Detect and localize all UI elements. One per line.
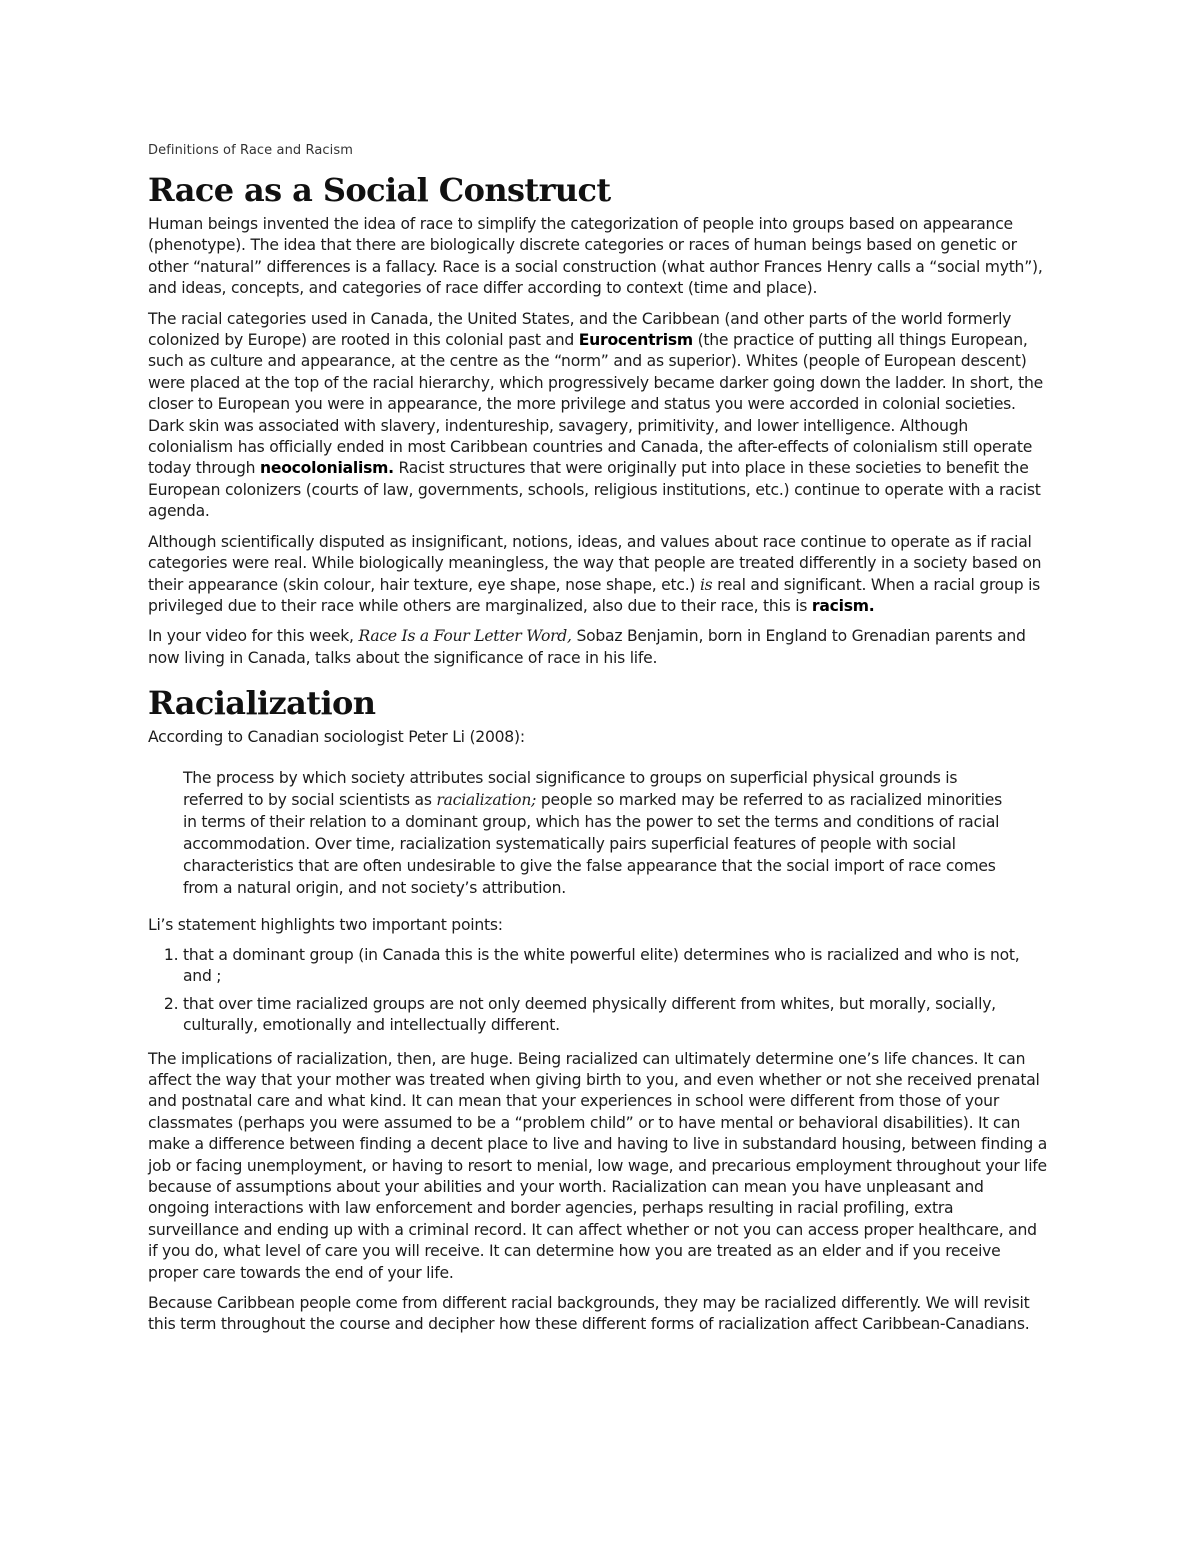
blockquote-li xyxy=(183,767,1008,899)
points-list xyxy=(148,945,1048,1037)
emphasis-is: is xyxy=(699,575,713,594)
section-heading-racialization: Racialization xyxy=(148,684,376,723)
emphasis-racialization: racialization; xyxy=(436,790,537,809)
paragraph-li-intro: According to Canadian sociologist Peter Li (2008): xyxy=(148,728,525,747)
paragraph-race-invented: Human beings invented the idea of race to simplify the categorization of people into groups based on appearance (phenotype). The idea that there are biologically discrete categories or races of human beings based on genetic or other “natural” differences is a fallacy. Race is a social construction (what author Frances Henry calls a “social myth”), and ideas, concepts, and categories of race differ according to context (time and place). xyxy=(148,215,1043,298)
paragraph-points-intro: Li’s statement highlights two important points: xyxy=(148,915,503,934)
text-run: In your video for this week, xyxy=(148,627,359,646)
running-head: Definitions of Race and Racism xyxy=(148,143,354,158)
term-racism: racism. xyxy=(811,596,875,615)
paragraph-closing: Because Caribbean people come from different racial backgrounds, they may be racialized differently. We will revisit this term throughout the course and decipher how these different forms of racialization affect Caribbean-Canadians. xyxy=(148,1294,1030,1334)
quote-text xyxy=(183,767,1008,899)
text-run: (the practice of putting all things European, such as culture and appearance, at the centre as the “norm” and as superior). Whites (people of European descent) were placed at the top of the racial hierarchy, which progressively became darker going down the ladder. In short, the closer to European you were in appearance, the more privilege and status you were accorded in colonial societies. Dark skin was associated with slavery, indentureship, savagery, primitivity, and lower intelligence. Although colonialism has officially ended in most Caribbean countries and Canada, the after-effects of colonialism still operate today through xyxy=(148,331,1043,478)
text-run: people so marked may be referred to as racialized minorities in terms of their relation to a dominant group, which has the power to set the terms and conditions of racial accommodation. Over time, racialization systematically pairs superficial features of people with social characteristics that are often undesirable to give the false appearance that the social import of race comes from a natural origin, and not society’s attribution. xyxy=(183,790,1002,897)
video-title: Race Is a Four Letter Word, xyxy=(358,627,572,646)
paragraph-video xyxy=(148,626,1048,669)
list-item: 2. that over time racialized groups are not only deemed physically different from whites, but morally, socially, culturally, emotionally and intellectually different. xyxy=(183,994,1048,1037)
term-eurocentrism: Eurocentrism xyxy=(578,331,693,350)
text-run: The racial categories used in Canada, the United States, and the Caribbean (and other parts of the world formerly colonized by Europe) are rooted in this colonial past and xyxy=(148,309,1012,350)
paragraph-racial-categories xyxy=(148,309,1048,523)
text-run: Racist structures that were originally put into place in these societies to benefit the European colonizers (courts of law, governments, schools, religious institutions, etc.) continue to operate with a racist agenda. xyxy=(148,459,1041,521)
section-heading-race-social-construct: Race as a Social Construct xyxy=(148,171,611,209)
list-item: 1. that a dominant group (in Canada this is the white powerful elite) determines who is racialized and who is not, and ; xyxy=(183,945,1048,988)
text-run: The process by which society attributes social significance to groups on superficial physical grounds is referred to by social scientists as xyxy=(183,768,958,809)
paragraph-scientifically-disputed xyxy=(148,532,1048,618)
text-run: Sobaz Benjamin, born in England to Grenadian parents and now living in Canada, talks about the significance of race in his life. xyxy=(148,627,1026,667)
document-page xyxy=(148,143,1048,1345)
term-neocolonialism: neocolonialism. xyxy=(260,459,394,478)
text-run: real and significant. When a racial group is privileged due to their race while others are marginalized, also due to their race, this is xyxy=(148,575,1041,615)
paragraph-implications: The implications of racialization, then, are huge. Being racialized can ultimately determine one’s life chances. It can affect the way that your mother was treated when giving birth to you, and even whether or not she received prenatal and postnatal care and what kind. It can mean that your experiences in school were different from those of your classmates (perhaps you were assumed to be a “problem child” or to have mental or behavioral disabilities). It can make a difference between finding a decent place to live and having to live in substandard housing, between finding a job or facing unemployment, or having to resort to menial, low wage, and precarious employment throughout your life because of assumptions about your abilities and your worth. Racialization can mean you have unpleasant and ongoing interactions with law enforcement and border agencies, perhaps resulting in racial profiling, extra surveillance and ending up with a criminal record. It can affect whether or not you can access proper healthcare, and if you do, what level of care you will receive. It can determine how you are treated as an elder and if you receive proper care towards the end of your life. xyxy=(148,1049,1048,1282)
text-run: Although scientifically disputed as insignificant, notions, ideas, and values about race continue to operate as if racial categories were real. While biologically meaningless, the way that people are treated differently in a society based on their appearance (skin colour, hair texture, eye shape, nose shape, etc.) xyxy=(148,532,1042,594)
